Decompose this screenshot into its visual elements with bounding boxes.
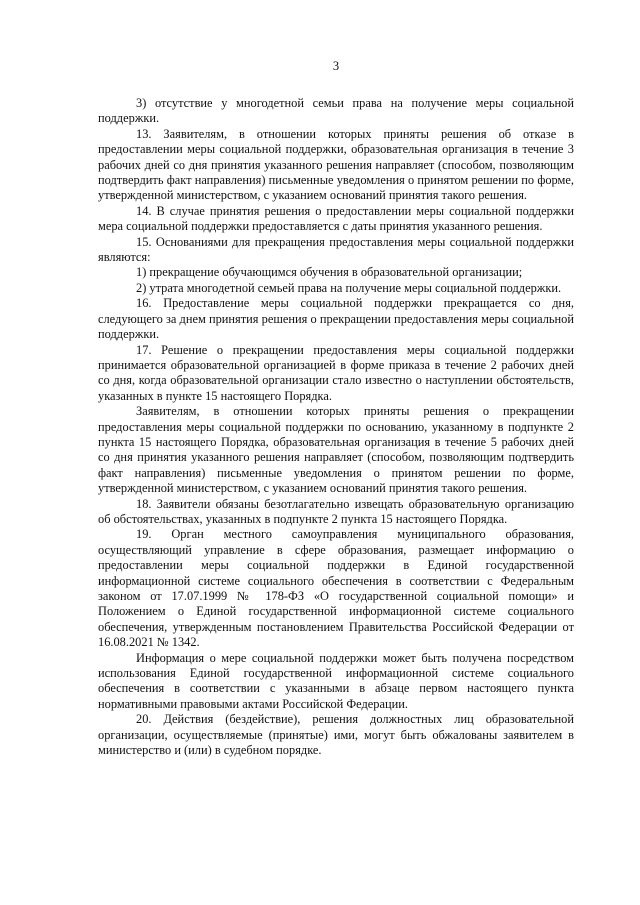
paragraph: Заявителям, в отношении которых приняты решения о прекращении предоставления меры социальной поддержки по основанию, указанному в подпункте 2 пункта 15 настоящего Порядка, образовательная организация в течение 5 рабочих дней со дня принятия указанного решения направляет (способом, позволяющим подтвердить факт направления) письменные уведомления о принятом решении по форме, утвержденной министерством, с указанием оснований принятия такого решения.	[98, 404, 574, 496]
paragraph: 3) отсутствие у многодетной семьи права на получение меры социальной поддержки.	[98, 96, 574, 126]
paragraph: 2) утрата многодетной семьей права на получение меры социальной поддержки.	[136, 280, 562, 295]
paragraph: 15. Основаниями для прекращения предоставления меры социальной поддержки являются:	[98, 234, 574, 265]
paragraph: 20. Действия (бездействие), решения должностных лиц образовательной организации, осуществляемые (принятые) ими, могут быть обжалованы заявителем в министерство и (или) в судебном порядке.	[98, 712, 574, 758]
paragraph: 13. Заявителям, в отношении которых приняты решения об отказе в предоставлении меры социальной поддержки, образовательная организация в течение 3 рабочих дней со дня принятия указанного решения направляет (способом, позволяющим подтвердить факт направления) письменные уведомления о принятом решении по форме, утвержденной министерством, с указанием оснований принятия такого решения.	[98, 126, 574, 203]
paragraph: 16. Предоставление меры социальной поддержки прекращается со дня, следующего за днем принятия решения о прекращении предоставления меры социальной поддержки.	[98, 296, 574, 342]
page-number: 3	[332, 59, 340, 73]
paragraph: 1) прекращение обучающимся обучения в образовательной организации;	[136, 265, 523, 280]
paragraph: 14. В случае принятия решения о предоставлении меры социальной поддержки мера социальной поддержки предоставляется с даты принятия указанного решения.	[98, 203, 574, 234]
paragraph: 17. Решение о прекращении предоставления меры социальной поддержки принимается образовательной организацией в форме приказа в течение 2 рабочих дней со дня, когда образовательной организации стало известно о наступлении обстоятельств, указанных в пункте 15 настоящего Порядка.	[98, 342, 574, 403]
document-body	[98, 96, 574, 758]
paragraph: 18. Заявители обязаны безотлагательно извещать образовательную организацию об обстоятельствах, указанных в подпункте 2 пункта 15 настоящего Порядка.	[98, 496, 574, 526]
paragraph: 19. Орган местного самоуправления муниципального образования, осуществляющий управление в сфере образования, размещает информацию о предоставлении меры социальной поддержки в Единой государственной информационной системе социального обеспечения в соответствии с Федеральным законом от 17.07.1999 № 178-ФЗ «О государственной социальной помощи» и Положением о Единой государственной информационной системе социального обеспечения, утвержденным постановлением Правительства Российской Федерации от 16.08.2021 № 1342.	[98, 527, 574, 650]
paragraph: Информация о мере социальной поддержки может быть получена посредством использования Единой государственной информационной системе социального обеспечения в соответствии с указанными в абзаце первом настоящего пункта нормативными правовыми актами Российской Федерации.	[98, 650, 574, 711]
